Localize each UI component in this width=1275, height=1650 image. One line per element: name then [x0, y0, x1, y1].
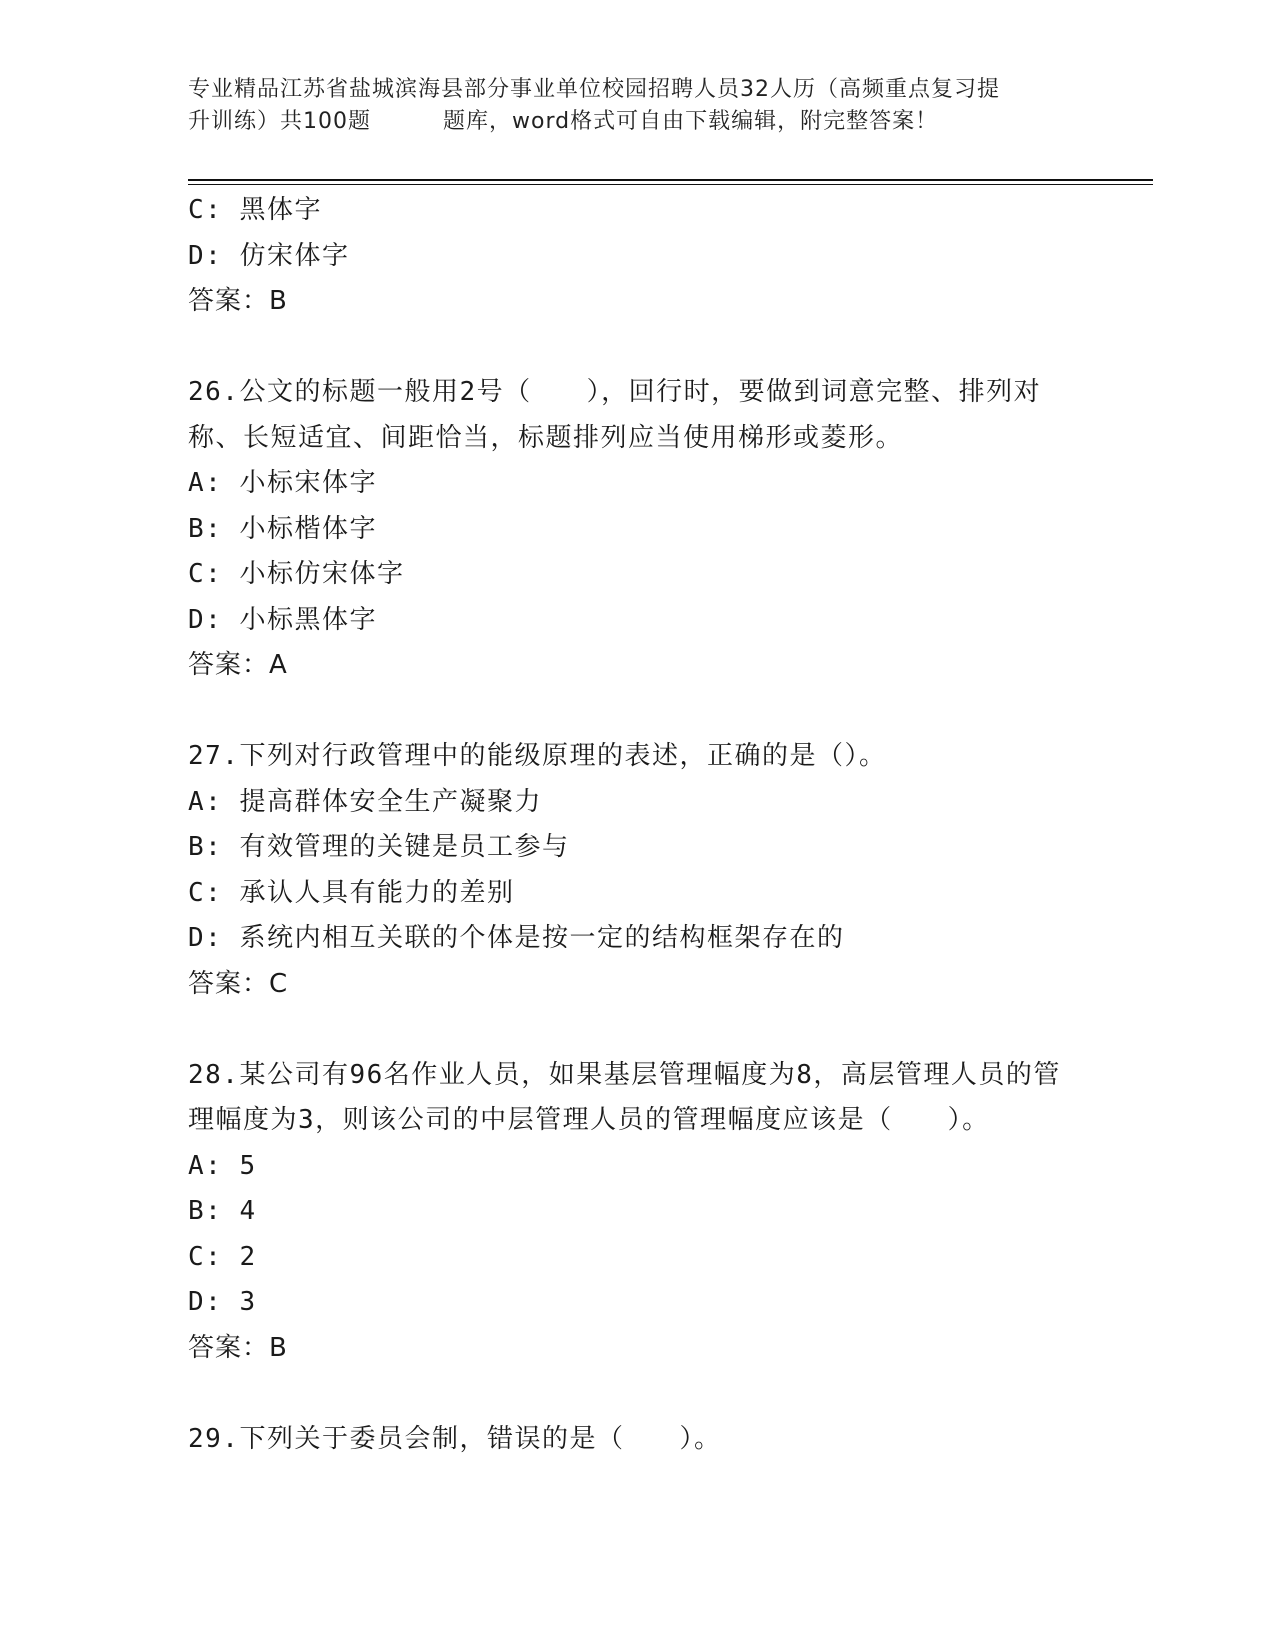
- option-d: D: 仿宋体字: [188, 240, 350, 271]
- option-d: D: 3: [188, 1287, 257, 1317]
- question-stem: 27.下列对行政管理中的能级原理的表述，正确的是（）。: [188, 741, 887, 771]
- header-line-2-part-a: 升训练）共100题: [188, 109, 371, 134]
- question-29: [188, 1417, 1088, 1463]
- answer: 答案：C: [188, 968, 289, 999]
- option-a: A: 5: [188, 1150, 257, 1181]
- option-c: C: 承认人具有能力的差别: [188, 877, 515, 908]
- question-28: [188, 1053, 1088, 1372]
- question-stem: 26.公文的标题一般用2号（ ），回行时，要做到词意完整、排列对称、长短适宜、间距恰当，标题排列应当使用梯形或菱形。: [188, 377, 1042, 453]
- option-b: B: 有效管理的关键是员工参与: [188, 832, 570, 862]
- question-25-continued: [188, 188, 1088, 325]
- option-d: D: 小标黑体字: [188, 604, 377, 635]
- option-a: A: 小标宋体字: [188, 468, 377, 498]
- option-d: D: 系统内相互关联的个体是按一定的结构框架存在的: [188, 923, 845, 953]
- header-line-2: [188, 106, 1088, 138]
- header-divider-thick: [188, 179, 1153, 181]
- spacer: [188, 689, 1088, 735]
- header-line-2-part-b: 题库，word格式可自由下载编辑，附完整答案！: [443, 109, 939, 134]
- option-c: C: 小标仿宋体字: [188, 559, 405, 589]
- question-27: [188, 734, 1088, 1007]
- spacer: [188, 325, 1088, 371]
- header-divider-thin: [188, 184, 1153, 185]
- spacer: [188, 1371, 1088, 1417]
- question-stem: 28.某公司有96名作业人员，如果基层管理幅度为8，高层管理人员的管理幅度为3，则该公司的中层管理人员的管理幅度应该是（ ）。: [188, 1059, 1061, 1135]
- document-header: [188, 74, 1088, 138]
- option-c: C: 2: [188, 1241, 257, 1272]
- answer: 答案：B: [188, 286, 288, 316]
- question-26: [188, 370, 1088, 689]
- option-a: A: 提高群体安全生产凝聚力: [188, 786, 542, 817]
- header-line-1: 专业精品江苏省盐城滨海县部分事业单位校园招聘人员32人历（高频重点复习提: [188, 77, 1000, 102]
- answer: 答案：A: [188, 650, 288, 680]
- question-stem: 29.下列关于委员会制，错误的是（ ）。: [188, 1423, 722, 1454]
- spacer: [188, 1007, 1088, 1053]
- option-b: B: 4: [188, 1196, 257, 1226]
- option-b: B: 小标楷体字: [188, 513, 377, 544]
- option-c: C: 黑体字: [188, 195, 322, 225]
- answer: 答案：B: [188, 1332, 288, 1363]
- page-content: [188, 188, 1088, 1462]
